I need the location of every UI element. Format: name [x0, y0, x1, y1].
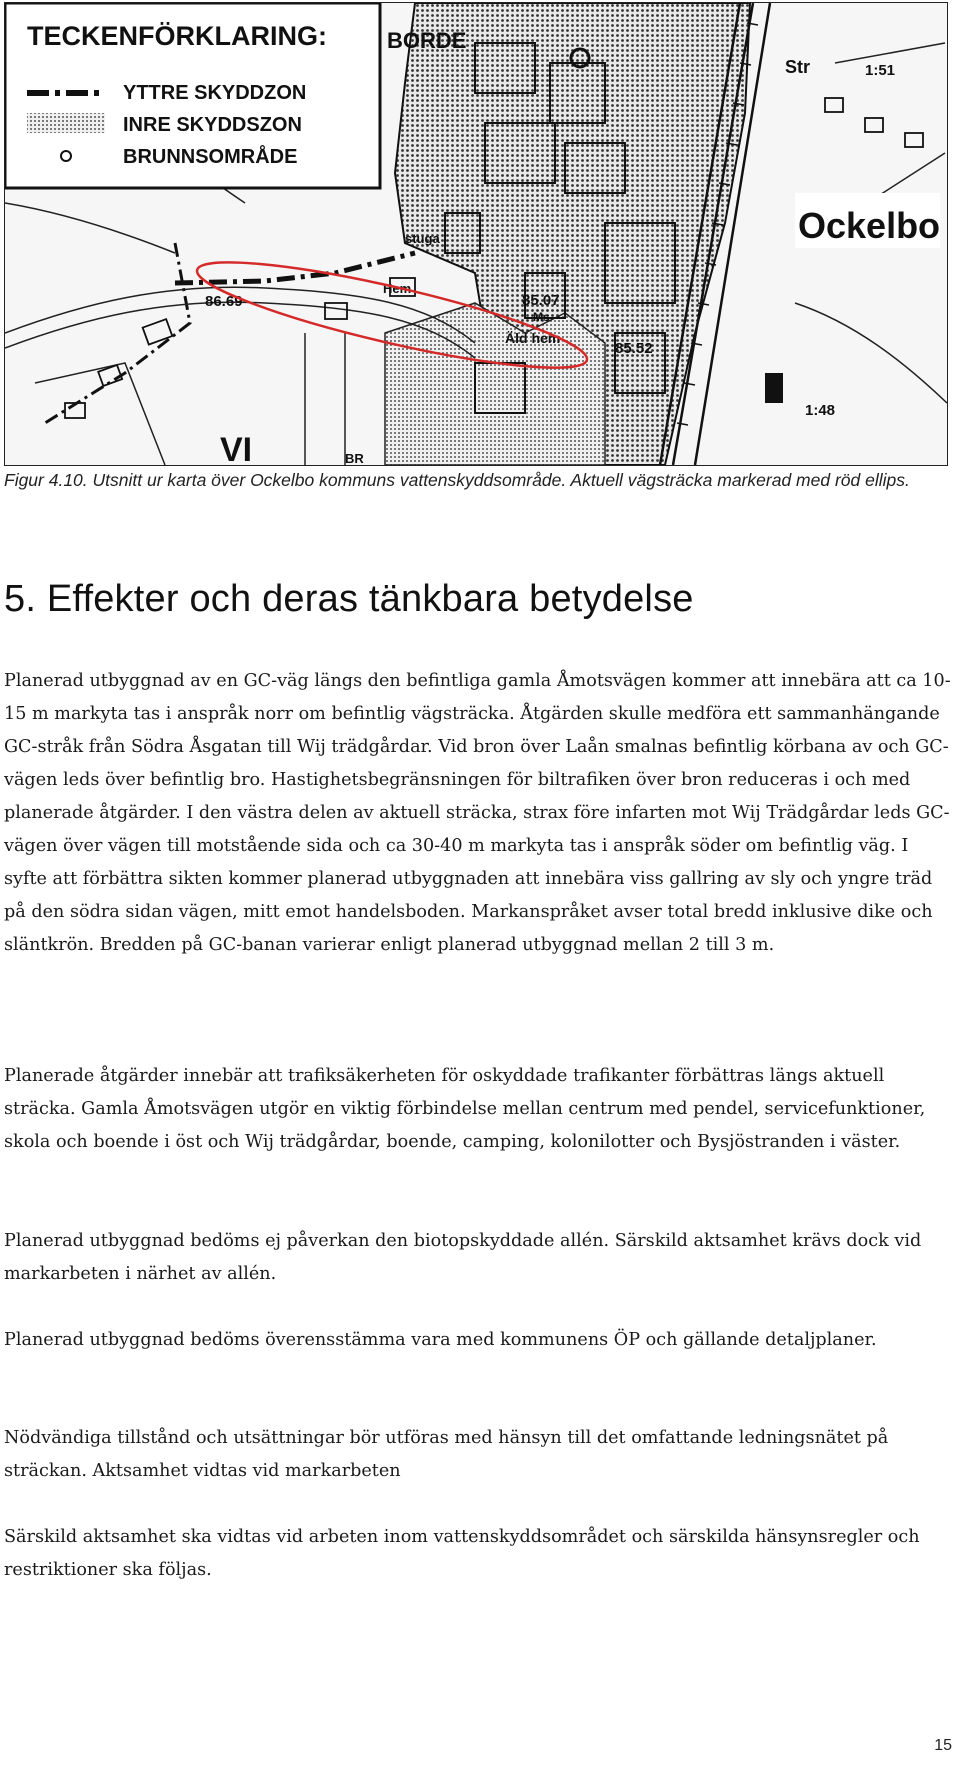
page-number: 15	[934, 1737, 952, 1754]
legend-title: TECKENFÖRKLARING:	[27, 21, 327, 51]
label-br: BR	[345, 451, 364, 465]
legend-outer-zone: YTTRE SKYDDZON	[123, 82, 307, 104]
label-borde: BORDE	[387, 28, 467, 53]
label-stuga: stuga	[405, 231, 440, 246]
label-hem: Hem	[383, 281, 412, 296]
map-figure	[4, 2, 948, 466]
paragraph-4: Planerad utbyggnad bedöms överensstämma vara med kommunens ÖP och gällande detaljplaner.	[4, 1330, 877, 1350]
label-ms: Ms	[533, 310, 550, 324]
label-scale-2: 1:48	[805, 402, 836, 419]
legend-well-area: BRUNNSOMRÅDE	[123, 146, 298, 168]
label-ald-hem: Äld hem	[505, 330, 561, 346]
paragraph-5: Nödvändiga tillstånd och utsättningar bör utföras med hänsyn till det omfattande ledningsnätet på sträckan. Aktsamhet vidtas vid markarbeten	[4, 1428, 889, 1481]
figure-caption: Figur 4.10. Utsnitt ur karta över Ockelbo kommuns vattenskyddsområde. Aktuell vägsträcka markerad med röd ellips.	[4, 470, 910, 490]
paragraph-6: Särskild aktsamhet ska vidtas vid arbeten inom vattenskyddsområdet och särskilda hänsynsregler och restriktioner ska följas.	[4, 1527, 920, 1580]
paragraph-1: Planerad utbyggnad av en GC-väg längs den befintliga gamla Åmotsvägen kommer att innebära att ca 10-15 m markyta tas i anspråk norr om befintlig vägsträcka. Åtgärden skulle medföra ett sammanhängande GC-stråk från Södra Åsgatan till Wij trädgårdar. Vid bron över Laån smalnas befintlig körbana av och GC-vägen leds över befintlig bro. Hastighetsbegränsningen för biltrafiken över bron reduceras i och med planerade åtgärder. I den västra delen av aktuell sträcka, strax före infarten mot Wij Trädgårdar leds GC-vägen över vägen till motstående sida och ca 30-40 m markyta tas i anspråk söder om befintlig väg. I syfte att förbättra sikten kommer planerad utbyggnaden att innebära viss gallring av sly och yngre träd på den södra sidan vägen, mitt emot handelsboden. Markanspråket avser total bredd inklusive dike och släntkrön. Bredden på GC-banan varierar enligt planerad utbyggnad mellan 2 till 3 m.	[4, 671, 951, 955]
section-heading: 5. Effekter och deras tänkbara betydelse	[4, 578, 694, 620]
label-str: Str	[785, 57, 811, 77]
paragraph-2: Planerade åtgärder innebär att trafiksäkerheten för oskyddade trafikanter förbättras längs aktuell sträcka. Gamla Åmotsvägen utgör en viktig förbindelse mellan centrum med pendel, servicefunktioner, skola och boende i öst och Wij trädgårdar, boende, camping, kolonilotter och Bysjöstranden i väster.	[4, 1066, 926, 1152]
legend-inner-zone: INRE SKYDDSZON	[123, 114, 302, 136]
label-vi: VI	[220, 431, 253, 465]
label-scale-1: 1:51	[865, 62, 896, 79]
label-elev-1: 86.69	[205, 293, 243, 310]
paragraph-3: Planerad utbyggnad bedöms ej påverkan den biotopskyddade allén. Särskild aktsamhet krävs dock vid markarbeten i närhet av allén.	[4, 1231, 922, 1284]
label-town: Ockelbo	[798, 205, 941, 246]
label-elev-2: 85.07	[522, 292, 560, 309]
label-elev-3: 85.52	[615, 340, 653, 357]
